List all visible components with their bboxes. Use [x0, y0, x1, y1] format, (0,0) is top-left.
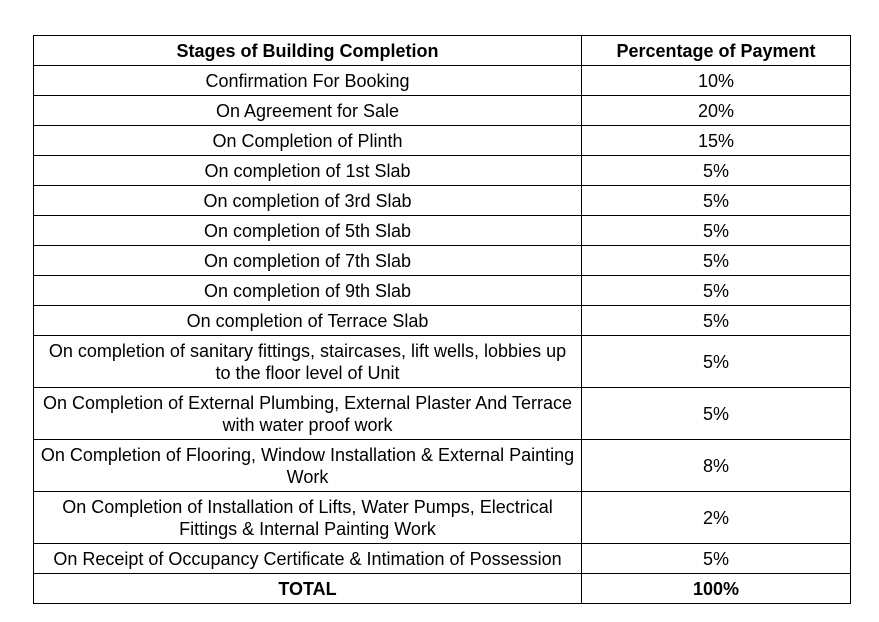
- stage-cell: On Completion of Installation of Lifts, Water Pumps, Electrical Fittings & Internal Painting Work: [34, 492, 582, 544]
- stage-cell: On completion of 3rd Slab: [34, 186, 582, 216]
- percentage-cell: 5%: [582, 276, 851, 306]
- header-stage: Stages of Building Completion: [34, 36, 582, 66]
- stage-cell: On completion of 1st Slab: [34, 156, 582, 186]
- percentage-cell: 5%: [582, 186, 851, 216]
- table-row: [34, 336, 851, 388]
- table-row: [34, 492, 851, 544]
- percentage-cell: 5%: [582, 156, 851, 186]
- table-header-row: [34, 36, 851, 66]
- stage-cell: On Receipt of Occupancy Certificate & Intimation of Possession: [34, 544, 582, 574]
- stage-cell: On Completion of External Plumbing, External Plaster And Terrace with water proof work: [34, 388, 582, 440]
- table-row: [34, 216, 851, 246]
- stage-cell: On Completion of Plinth: [34, 126, 582, 156]
- percentage-cell: 5%: [582, 388, 851, 440]
- stage-cell: On completion of sanitary fittings, staircases, lift wells, lobbies up to the floor level of Unit: [34, 336, 582, 388]
- table-row: [34, 96, 851, 126]
- total-row: [34, 574, 851, 604]
- percentage-cell: 5%: [582, 544, 851, 574]
- percentage-cell: 20%: [582, 96, 851, 126]
- stage-cell: On Completion of Flooring, Window Installation & External Painting Work: [34, 440, 582, 492]
- stage-cell: On completion of Terrace Slab: [34, 306, 582, 336]
- table-row: [34, 156, 851, 186]
- stage-cell: On Agreement for Sale: [34, 96, 582, 126]
- table-row: [34, 186, 851, 216]
- table-row: [34, 246, 851, 276]
- table-row: [34, 306, 851, 336]
- percentage-cell: 10%: [582, 66, 851, 96]
- percentage-cell: 5%: [582, 216, 851, 246]
- percentage-cell: 15%: [582, 126, 851, 156]
- table-row: [34, 440, 851, 492]
- percentage-cell: 5%: [582, 336, 851, 388]
- total-label: TOTAL: [34, 574, 582, 604]
- total-percentage: 100%: [582, 574, 851, 604]
- header-percentage: Percentage of Payment: [582, 36, 851, 66]
- stage-cell: Confirmation For Booking: [34, 66, 582, 96]
- payment-schedule-table: [33, 35, 851, 604]
- table-row: [34, 544, 851, 574]
- percentage-cell: 5%: [582, 246, 851, 276]
- table-row: [34, 66, 851, 96]
- stage-cell: On completion of 9th Slab: [34, 276, 582, 306]
- table-row: [34, 126, 851, 156]
- percentage-cell: 5%: [582, 306, 851, 336]
- percentage-cell: 8%: [582, 440, 851, 492]
- table-row: [34, 276, 851, 306]
- table-row: [34, 388, 851, 440]
- stage-cell: On completion of 7th Slab: [34, 246, 582, 276]
- stage-cell: On completion of 5th Slab: [34, 216, 582, 246]
- percentage-cell: 2%: [582, 492, 851, 544]
